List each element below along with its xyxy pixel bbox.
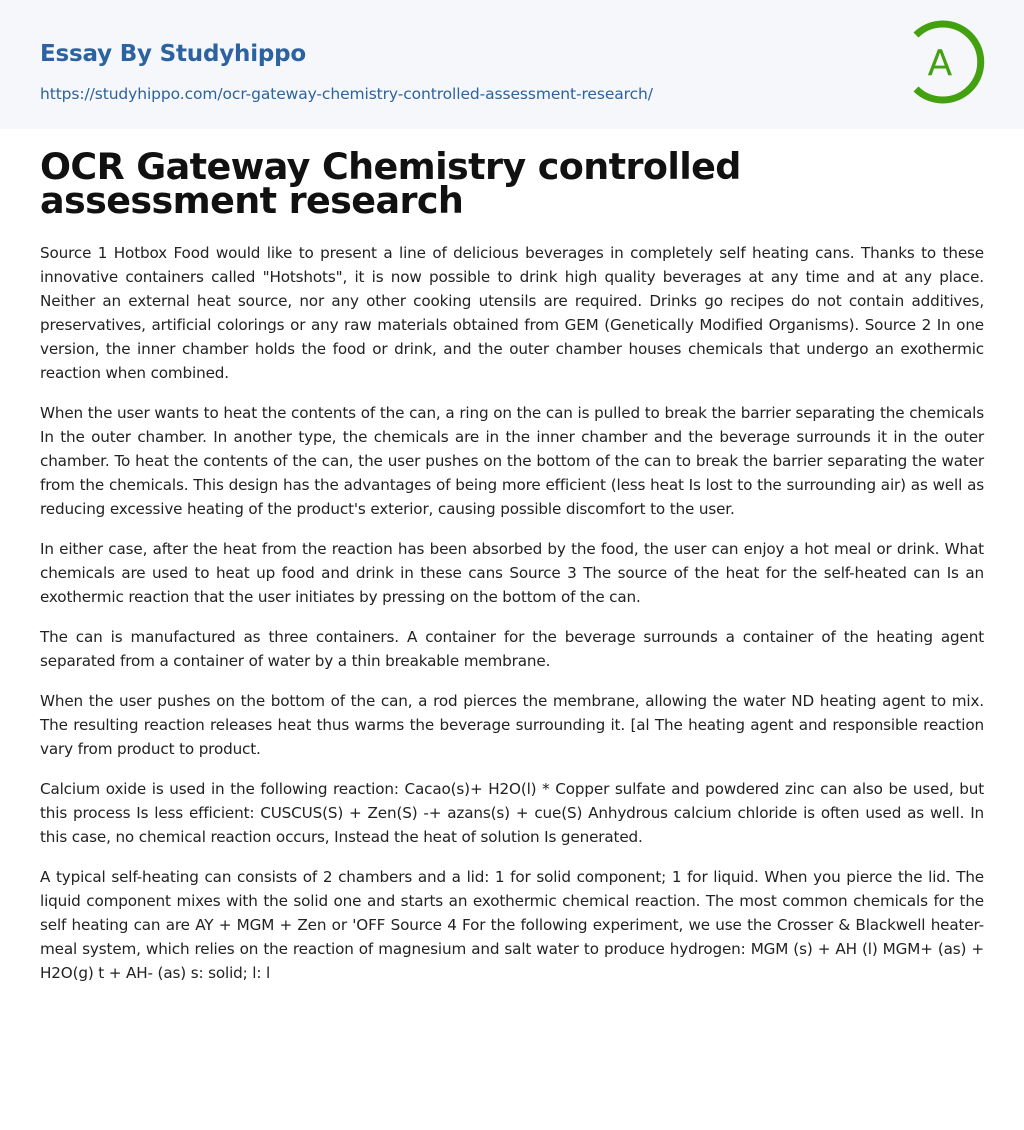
paragraph: The can is manufactured as three containers. A container for the beverage surrounds a container of the heating agent separated from a container of water by a thin breakable membrane. bbox=[40, 628, 984, 670]
paragraph: When the user pushes on the bottom of the can, a rod pierces the membrane, allowing the water ND heating agent to mix. The resulting reaction releases heat thus warms the beverage surrounding it. [al The heating agent and responsible reaction vary from product to product. bbox=[40, 692, 984, 758]
paragraph: Calcium oxide is used in the following reaction: Cacao(s)+ H2O(l) * Copper sulfate and powdered zinc can also be used, but this process Is less efficient: CUSCUS(S) + Zen(S) -+ azans(s) + cue(S) Anhydrous calcium chloride is often used as well. In this case, no chemical reaction occurs, Instead the heat of solution Is generated. bbox=[40, 780, 984, 846]
logo-letter: A bbox=[927, 43, 953, 84]
article bbox=[0, 129, 1024, 1114]
paragraph: Source 1 Hotbox Food would like to present a line of delicious beverages in completely self heating cans. Thanks to these innovative containers called "Hotshots", it is now possible to drink high quality beverages at any time and at any place. Neither an external heat source, nor any other cooking utensils are required. Drinks go recipes do not contain additives, preservatives, artificial colorings or any raw materials obtained from GEM (Genetically Modified Organisms). Source 2 In one version, the inner chamber holds the food or drink, and the outer chamber houses chemicals that undergo an exothermic reaction when combined. bbox=[40, 244, 984, 382]
article-title: OCR Gateway Chemistry controlled assessment research bbox=[40, 145, 741, 222]
paragraph: A typical self-heating can consists of 2 chambers and a lid: 1 for solid component; 1 for liquid. When you pierce the lid. The liquid component mixes with the solid one and starts an exothermic chemical reaction. The most common chemicals for the self heating can are AY + MGM + Zen or 'OFF Source 4 For the following experiment, we use the Crosser & Blackwell heater-meal system, which relies on the reaction of magnesium and salt water to produce hydrogen: MGM (s) + AH (l) MGM+ (as) + H2O(g) t + AH- (as) s: solid; l: l bbox=[40, 868, 984, 982]
article-body bbox=[40, 241, 984, 985]
paragraph: When the user wants to heat the contents of the can, a ring on the can is pulled to break the barrier separating the chemicals In the outer chamber. In another type, the chemicals are in the inner chamber and the beverage surrounds it in the outer chamber. To heat the contents of the can, the user pushes on the bottom of the can to break the barrier separating the water from the chemicals. This design has the advantages of being more efficient (less heat Is lost to the surrounding air) as well as reducing excessive heating of the product's exterior, causing possible discomfort to the user. bbox=[40, 404, 984, 518]
paragraph: In either case, after the heat from the reaction has been absorbed by the food, the user can enjoy a hot meal or drink. What chemicals are used to heat up food and drink in these cans Source 3 The source of the heat for the self-heated can Is an exothermic reaction that the user initiates by pressing on the bottom of the can. bbox=[40, 540, 984, 606]
essay-url-link[interactable]: https://studyhippo.com/ocr-gateway-chemistry-controlled-assessment-research/ bbox=[40, 85, 653, 103]
site-brand[interactable]: Essay By Studyhippo bbox=[40, 41, 307, 67]
